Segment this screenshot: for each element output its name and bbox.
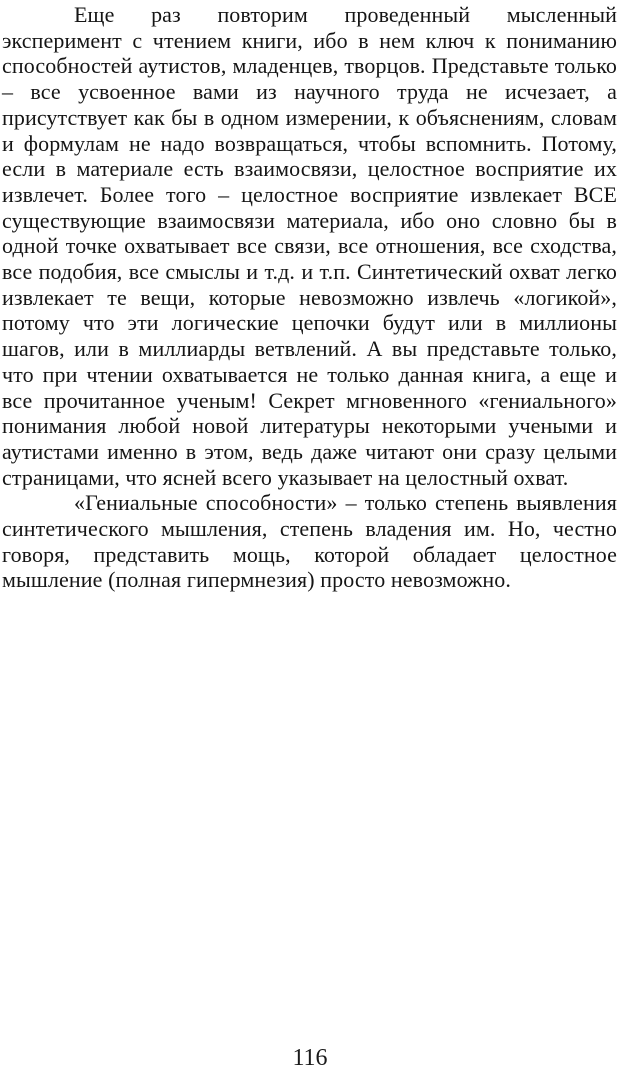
text-block: [2, 2, 617, 593]
paragraph-2: «Гениальные способности» – только степень выявления синтетического мышления, степень владения им. Но, честно говоря, представить мощь, которой обладает целостное мышление (полная гипермнезия) просто невозможно.: [2, 490, 617, 593]
paragraph-1: Еще раз повторим проведенный мысленный эксперимент с чтением книги, ибо в нем ключ к пониманию способностей аутистов, младенцев, творцов. Представьте только – все усвоенное вами из научного труда не исчезает, а присутствует как бы в одном измерении, к объяснениям, словам и формулам не надо возвращаться, чтобы вспомнить. Потому, если в материале есть взаимосвязи, целостное восприятие их извлечет. Более того – целостное восприятие извлекает ВСЕ существующие взаимосвязи материала, ибо оно словно бы в одной точке охватывает все связи, все отношения, все сходства, все подобия, все смыслы и т.д. и т.п. Синтетический охват легко извлекает те вещи, которые невозможно извлечь «логикой», потому что эти логические цепочки будут или в миллионы шагов, или в миллиарды ветвлений. А вы представьте только, что при чтении охватывается не только данная книга, а еще и все прочитанное ученым! Секрет мгновенного «гениального» понимания любой новой литературы некоторыми учеными и аутистами именно в этом, ведь даже читают они сразу целыми страницами, что ясней всего указывает на целостный охват.: [2, 2, 617, 490]
page-number: 116: [292, 1045, 328, 1071]
